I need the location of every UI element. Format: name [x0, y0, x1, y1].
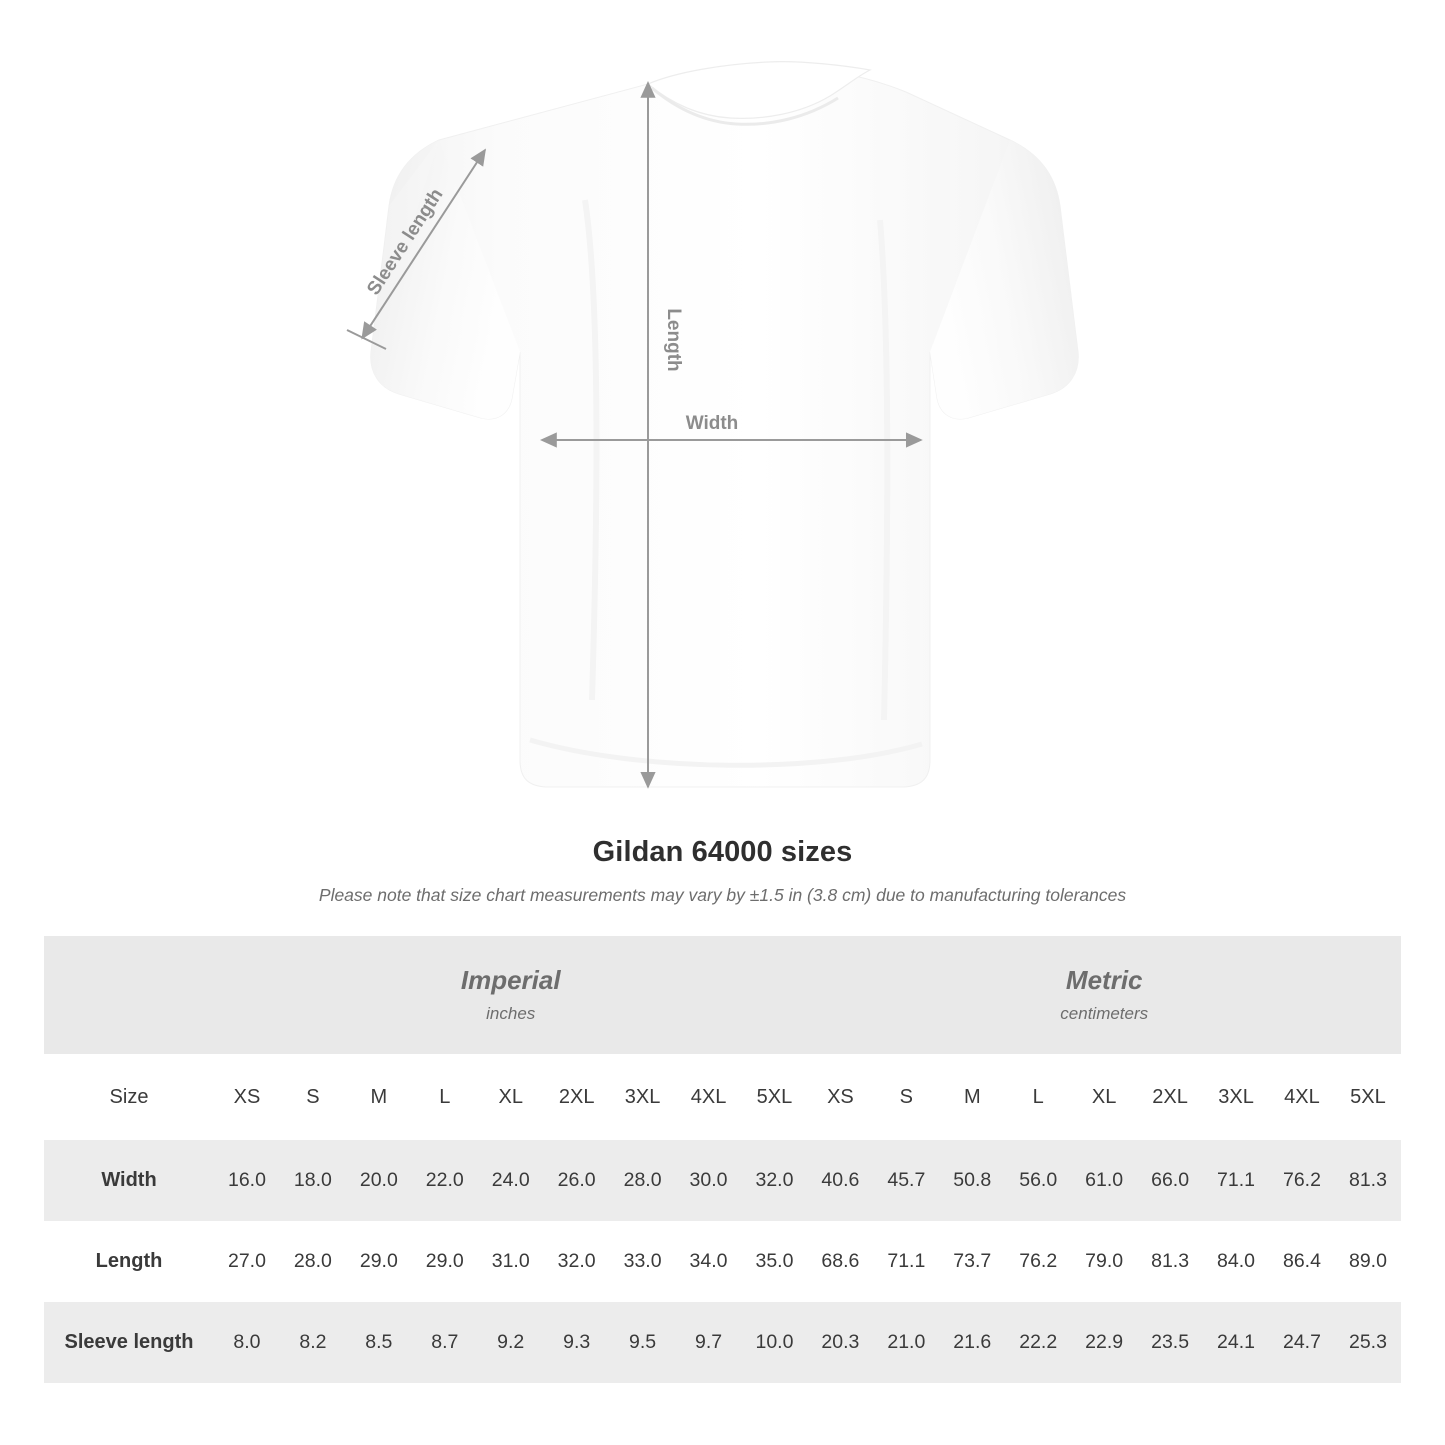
- cell-length-imp-7: 34.0: [676, 1221, 742, 1302]
- unit-group-imperial-sub: inches: [486, 1003, 536, 1023]
- size-col-met-8: 5XL: [1335, 1054, 1401, 1140]
- size-col-met-1: S: [873, 1054, 939, 1140]
- cell-sleeve-imp-8: 10.0: [742, 1302, 808, 1383]
- size-header-row: [44, 1054, 1401, 1140]
- cell-length-met-7: 86.4: [1269, 1221, 1335, 1302]
- cell-sleeve-met-0: 20.3: [807, 1302, 873, 1383]
- size-col-imp-4: XL: [478, 1054, 544, 1140]
- size-col-imp-5: 2XL: [544, 1054, 610, 1140]
- size-col-imp-8: 5XL: [742, 1054, 808, 1140]
- title-block: [0, 836, 1445, 906]
- cell-width-met-1: 45.7: [873, 1140, 939, 1221]
- cell-sleeve-imp-6: 9.5: [610, 1302, 676, 1383]
- cell-length-imp-2: 29.0: [346, 1221, 412, 1302]
- cell-width-met-0: 40.6: [807, 1140, 873, 1221]
- cell-width-met-7: 76.2: [1269, 1140, 1335, 1221]
- cell-length-met-0: 68.6: [807, 1221, 873, 1302]
- cell-length-met-2: 73.7: [939, 1221, 1005, 1302]
- size-table-wrapper: [44, 936, 1401, 1383]
- cell-length-met-3: 76.2: [1005, 1221, 1071, 1302]
- cell-width-met-6: 71.1: [1203, 1140, 1269, 1221]
- cell-width-met-2: 50.8: [939, 1140, 1005, 1221]
- cell-width-met-4: 61.0: [1071, 1140, 1137, 1221]
- cell-length-met-5: 81.3: [1137, 1221, 1203, 1302]
- cell-length-imp-1: 28.0: [280, 1221, 346, 1302]
- cell-sleeve-met-4: 22.9: [1071, 1302, 1137, 1383]
- table-row: [44, 1302, 1401, 1383]
- cell-sleeve-imp-4: 9.2: [478, 1302, 544, 1383]
- unit-group-imperial: [214, 936, 807, 1054]
- cell-width-imp-4: 24.0: [478, 1140, 544, 1221]
- cell-length-imp-8: 35.0: [742, 1221, 808, 1302]
- unit-group-imperial-name: Imperial: [460, 965, 561, 996]
- length-label: Length: [663, 308, 684, 372]
- sleeve-length-label: Sleeve length: [363, 184, 448, 300]
- size-col-met-3: L: [1005, 1054, 1071, 1140]
- cell-length-imp-4: 31.0: [478, 1221, 544, 1302]
- cell-sleeve-met-1: 21.0: [873, 1302, 939, 1383]
- size-col-met-2: M: [939, 1054, 1005, 1140]
- size-col-met-6: 3XL: [1203, 1054, 1269, 1140]
- cell-length-met-4: 79.0: [1071, 1221, 1137, 1302]
- cell-length-imp-0: 27.0: [214, 1221, 280, 1302]
- cell-sleeve-imp-1: 8.2: [280, 1302, 346, 1383]
- cell-length-imp-6: 33.0: [610, 1221, 676, 1302]
- cell-width-imp-0: 16.0: [214, 1140, 280, 1221]
- table-row: [44, 1140, 1401, 1221]
- cell-width-met-5: 66.0: [1137, 1140, 1203, 1221]
- size-header-label: Size: [44, 1054, 214, 1140]
- cell-sleeve-met-8: 25.3: [1335, 1302, 1401, 1383]
- size-col-imp-3: L: [412, 1054, 478, 1140]
- cell-sleeve-imp-2: 8.5: [346, 1302, 412, 1383]
- cell-length-met-8: 89.0: [1335, 1221, 1401, 1302]
- cell-sleeve-met-5: 23.5: [1137, 1302, 1203, 1383]
- page-title: Gildan 64000 sizes: [592, 836, 853, 868]
- size-col-met-7: 4XL: [1269, 1054, 1335, 1140]
- cell-sleeve-met-3: 22.2: [1005, 1302, 1071, 1383]
- cell-width-imp-8: 32.0: [742, 1140, 808, 1221]
- unit-group-metric-name: Metric: [1065, 965, 1143, 996]
- size-table: [44, 936, 1401, 1383]
- cell-length-met-6: 84.0: [1203, 1221, 1269, 1302]
- cell-sleeve-imp-0: 8.0: [214, 1302, 280, 1383]
- cell-sleeve-imp-3: 8.7: [412, 1302, 478, 1383]
- unit-row-blank: [44, 936, 214, 1054]
- unit-header-row: [44, 936, 1401, 1054]
- cell-width-imp-3: 22.0: [412, 1140, 478, 1221]
- cell-sleeve-imp-7: 9.7: [676, 1302, 742, 1383]
- cell-width-imp-2: 20.0: [346, 1140, 412, 1221]
- cell-sleeve-imp-5: 9.3: [544, 1302, 610, 1383]
- row-label-width: Width: [44, 1140, 214, 1221]
- row-label-length: Length: [44, 1221, 214, 1302]
- unit-group-metric: [807, 936, 1401, 1054]
- size-col-imp-1: S: [280, 1054, 346, 1140]
- row-label-sleeve-length: Sleeve length: [44, 1302, 214, 1383]
- tolerance-note: Please note that size chart measurements may vary by ±1.5 in (3.8 cm) due to manufacturing tolerances: [318, 885, 1127, 905]
- cell-width-imp-1: 18.0: [280, 1140, 346, 1221]
- cell-width-imp-6: 28.0: [610, 1140, 676, 1221]
- unit-group-metric-sub: centimeters: [1060, 1003, 1149, 1023]
- cell-width-met-3: 56.0: [1005, 1140, 1071, 1221]
- cell-sleeve-met-7: 24.7: [1269, 1302, 1335, 1383]
- cell-sleeve-met-6: 24.1: [1203, 1302, 1269, 1383]
- size-col-imp-2: M: [346, 1054, 412, 1140]
- size-col-met-0: XS: [807, 1054, 873, 1140]
- cell-length-met-1: 71.1: [873, 1221, 939, 1302]
- cell-width-imp-5: 26.0: [544, 1140, 610, 1221]
- cell-sleeve-met-2: 21.6: [939, 1302, 1005, 1383]
- size-col-imp-7: 4XL: [676, 1054, 742, 1140]
- size-col-met-5: 2XL: [1137, 1054, 1203, 1140]
- cell-length-imp-3: 29.0: [412, 1221, 478, 1302]
- table-row: [44, 1221, 1401, 1302]
- cell-width-met-8: 81.3: [1335, 1140, 1401, 1221]
- size-col-imp-6: 3XL: [610, 1054, 676, 1140]
- cell-width-imp-7: 30.0: [676, 1140, 742, 1221]
- width-label: Width: [685, 413, 739, 434]
- cell-length-imp-5: 32.0: [544, 1221, 610, 1302]
- size-col-met-4: XL: [1071, 1054, 1137, 1140]
- size-col-imp-0: XS: [214, 1054, 280, 1140]
